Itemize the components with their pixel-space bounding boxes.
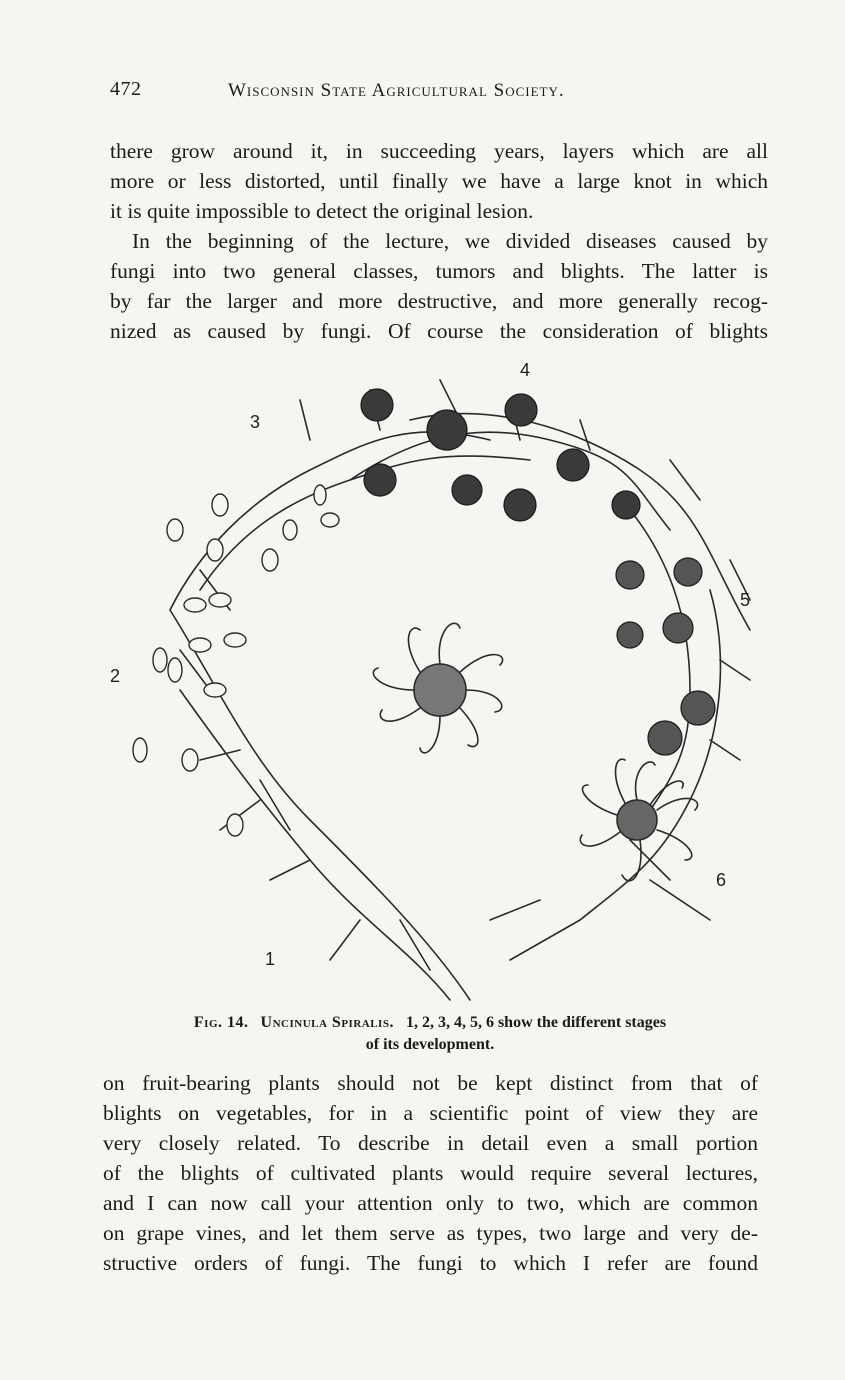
- top-text-block: [110, 136, 768, 346]
- text-line: it is quite impossible to detect the original lesion.: [110, 199, 534, 223]
- text-line: on fruit-bearing plants should not be kept distinct from that of: [103, 1071, 758, 1095]
- text-line: fungi into two general classes, tumors and blights. The latter is: [110, 259, 768, 283]
- text-line: by far the larger and more destructive, and more generally recog-: [110, 289, 768, 313]
- text-line: of the blights of cultivated plants would require several lectures,: [103, 1161, 758, 1185]
- page-header: [110, 78, 770, 112]
- stage-labels: [110, 360, 750, 969]
- figure-uncinula-illustration: [110, 360, 770, 1010]
- running-head: Wisconsin State Agricultural Society.: [228, 80, 565, 101]
- text-line: on grape vines, and let them serve as types, two large and very de-: [103, 1221, 758, 1245]
- stage-label-6: 6: [716, 870, 727, 890]
- stage-label-4: 4: [520, 360, 531, 380]
- text-line: blights on vegetables, for in a scientific point of view they are: [103, 1101, 758, 1125]
- stage-label-3: 3: [250, 412, 261, 432]
- caption-line-1: [110, 1012, 750, 1034]
- figure-number: Fig. 14.: [193, 1014, 249, 1031]
- center-perithecium: [373, 623, 502, 753]
- text-line: structive orders of fungi. The fungi to which I refer are found: [103, 1251, 758, 1275]
- species-name: Uncinula Spiralis.: [260, 1014, 394, 1031]
- caption-text: 1, 2, 3, 4, 5, 6 show the different stages: [405, 1014, 667, 1031]
- perithecia-mature: [616, 558, 715, 755]
- paragraph-lecture: [110, 226, 768, 346]
- figure-caption: [110, 1012, 750, 1056]
- paragraph-continued: [110, 136, 768, 226]
- text-line: nized as caused by fungi. Of course the consideration of blights: [110, 319, 768, 343]
- page-number: 472: [110, 78, 142, 100]
- text-line: very closely related. To describe in detail even a small portion: [103, 1131, 758, 1155]
- perithecia-young: [361, 389, 640, 521]
- appendages-stage6: [580, 759, 697, 881]
- text-line: In the beginning of the lecture, we divided diseases caused by: [132, 229, 768, 253]
- caption-line-2: of its development.: [365, 1036, 495, 1053]
- text-line: there grow around it, in succeeding years, layers which are all: [110, 139, 768, 163]
- fungus-development-drawing: [110, 360, 770, 1010]
- stage-label-2: 2: [110, 666, 121, 686]
- text-line: more or less distorted, until finally we have a large knot in which: [110, 169, 768, 193]
- text-line: and I can now call your attention only to two, which are common: [103, 1191, 758, 1215]
- stage-label-1: 1: [265, 949, 276, 969]
- stage-label-5: 5: [740, 590, 751, 610]
- bottom-text-block: [103, 1068, 758, 1278]
- conidia-chain: [133, 485, 339, 836]
- paragraph-blights: [103, 1068, 758, 1278]
